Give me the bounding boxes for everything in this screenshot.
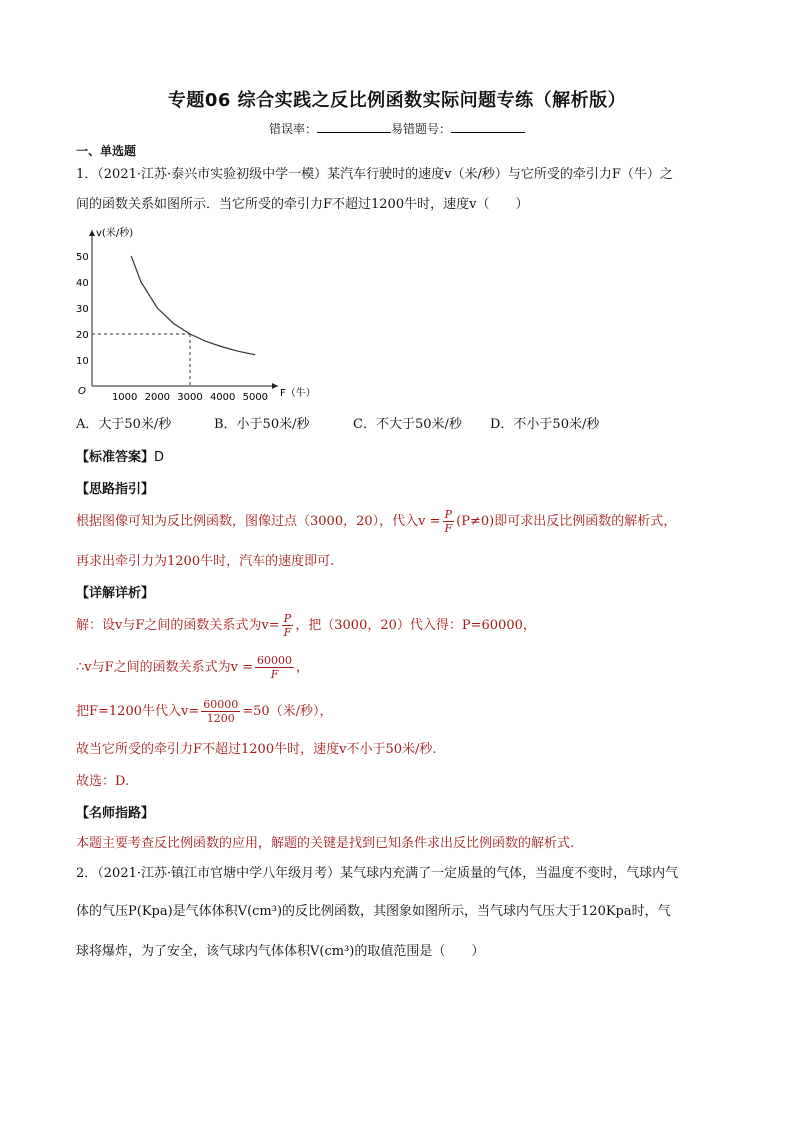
- option-c: C．不大于50米/秒: [353, 417, 462, 432]
- answer-row: [76, 446, 164, 465]
- page-title: 专题06 综合实践之反比例函数实际问题专练（解析版）: [167, 90, 627, 111]
- fraction-denominator: F: [283, 626, 292, 639]
- detail-line-4: 故当它所受的牵引力F不超过1200牛时，速度v不小于50米/秒.: [76, 742, 437, 757]
- y-tick-label: 10: [76, 356, 89, 367]
- question-2-line-3: 球将爆炸，为了安全，该气球内气体体积V(cm³)的取值范围是（ ）: [76, 944, 485, 959]
- section-heading: 一、单选题: [76, 144, 137, 158]
- y-axis-label: v(米/秒): [96, 228, 134, 239]
- error-rate-blank: [317, 120, 391, 133]
- x-axis-arrow: [272, 383, 278, 389]
- y-tick-label: 40: [76, 278, 89, 289]
- y-axis-arrow: [89, 230, 95, 236]
- detail-1-text-a: 解：设v与F之间的函数关系式为v=: [76, 618, 280, 633]
- error-prone-label: 易错题号：: [391, 122, 452, 136]
- fraction-numerator: 60000: [203, 698, 239, 711]
- answer-value: D: [154, 450, 165, 465]
- error-rate-label: 错误率：: [268, 122, 317, 136]
- question-1-line-2: 间的函数关系如图所示．当它所受的牵引力F不超过1200牛时，速度v（ ）: [76, 197, 529, 212]
- fraction-numerator: P: [282, 612, 294, 626]
- x-tick-label: 5000: [242, 392, 269, 403]
- detail-1-fraction: [282, 612, 294, 639]
- detail-2-text-a: ∴v与F之间的函数关系式为v =: [76, 660, 254, 675]
- x-tick-label: 1000: [111, 392, 138, 403]
- fraction-denominator: 1200: [206, 712, 235, 725]
- option-b: B．小于50米/秒: [214, 417, 310, 432]
- detail-line-1: [76, 612, 536, 639]
- question-1-line-1: 1．（2021·江苏·泰兴市实验初级中学一模）某汽车行驶时的速度v（米/秒）与它所受的牵引力F（牛）之: [76, 167, 673, 182]
- y-tick-label: 30: [76, 304, 89, 315]
- origin-label: O: [78, 386, 86, 397]
- thinking-line-1: [76, 508, 676, 535]
- velocity-force-chart: [76, 222, 316, 408]
- detail-2-fraction: [255, 654, 294, 681]
- detail-3-fraction: [201, 698, 240, 725]
- fraction-numerator: 60000: [257, 654, 293, 667]
- detail-3-text-a: 把F=1200牛代入v=: [76, 704, 200, 719]
- detail-1-text-b: ，把（3000，20）代入得：P=60000，: [295, 618, 536, 633]
- thinking-text-b: (P≠0)即可求出反比例函数的解析式，: [456, 514, 677, 529]
- detail-line-2: [76, 654, 309, 681]
- option-a: A．大于50米/秒: [76, 417, 172, 432]
- detail-line-5: 故选：D.: [76, 774, 130, 789]
- thinking-line-2: 再求出牵引力为1200牛时，汽车的速度即可.: [76, 554, 335, 569]
- question-2-line-2: 体的气压P(Kpa)是气体体积V(cm³)的反比例函数，其图象如图所示，当气球内气压大于120Kpa时，气: [76, 904, 671, 919]
- thinking-fraction: [443, 508, 455, 535]
- fraction-denominator: F: [444, 522, 453, 535]
- fraction-denominator: F: [270, 668, 279, 681]
- x-tick-label: 3000: [177, 392, 203, 403]
- fraction-numerator: P: [443, 508, 455, 522]
- x-tick-label: 4000: [209, 392, 236, 403]
- series-curve: [131, 256, 255, 355]
- error-prone-blank: [451, 120, 525, 133]
- detail-header: 【详解详析】: [76, 586, 155, 601]
- thinking-text-a: 根据图像可知为反比例函数，图像过点（3000，20），代入v =: [76, 514, 441, 529]
- teacher-header: 【名师指路】: [76, 806, 155, 821]
- detail-line-3: [76, 698, 333, 725]
- x-axis-label: F（牛）: [280, 388, 316, 399]
- y-tick-label: 20: [76, 330, 89, 341]
- answer-header: 【标准答案】: [76, 450, 155, 465]
- detail-3-text-b: =50（米/秒），: [242, 704, 333, 719]
- question-2-line-1: 2．（2021·江苏·镇江市官塘中学八年级月考）某气球内充满了一定质量的气体，当温度不变时，气球内气: [76, 866, 679, 881]
- y-tick-label: 50: [76, 252, 89, 263]
- score-line: [0, 120, 794, 137]
- x-tick-label: 2000: [144, 392, 171, 403]
- detail-2-text-b: ，: [296, 660, 310, 675]
- option-d: D．不小于50米/秒: [490, 417, 600, 432]
- teacher-text: 本题主要考查反比例函数的应用，解题的关键是找到已知条件求出反比例函数的解析式.: [76, 836, 575, 851]
- thinking-header: 【思路指引】: [76, 482, 155, 497]
- question-1-text: [76, 160, 726, 220]
